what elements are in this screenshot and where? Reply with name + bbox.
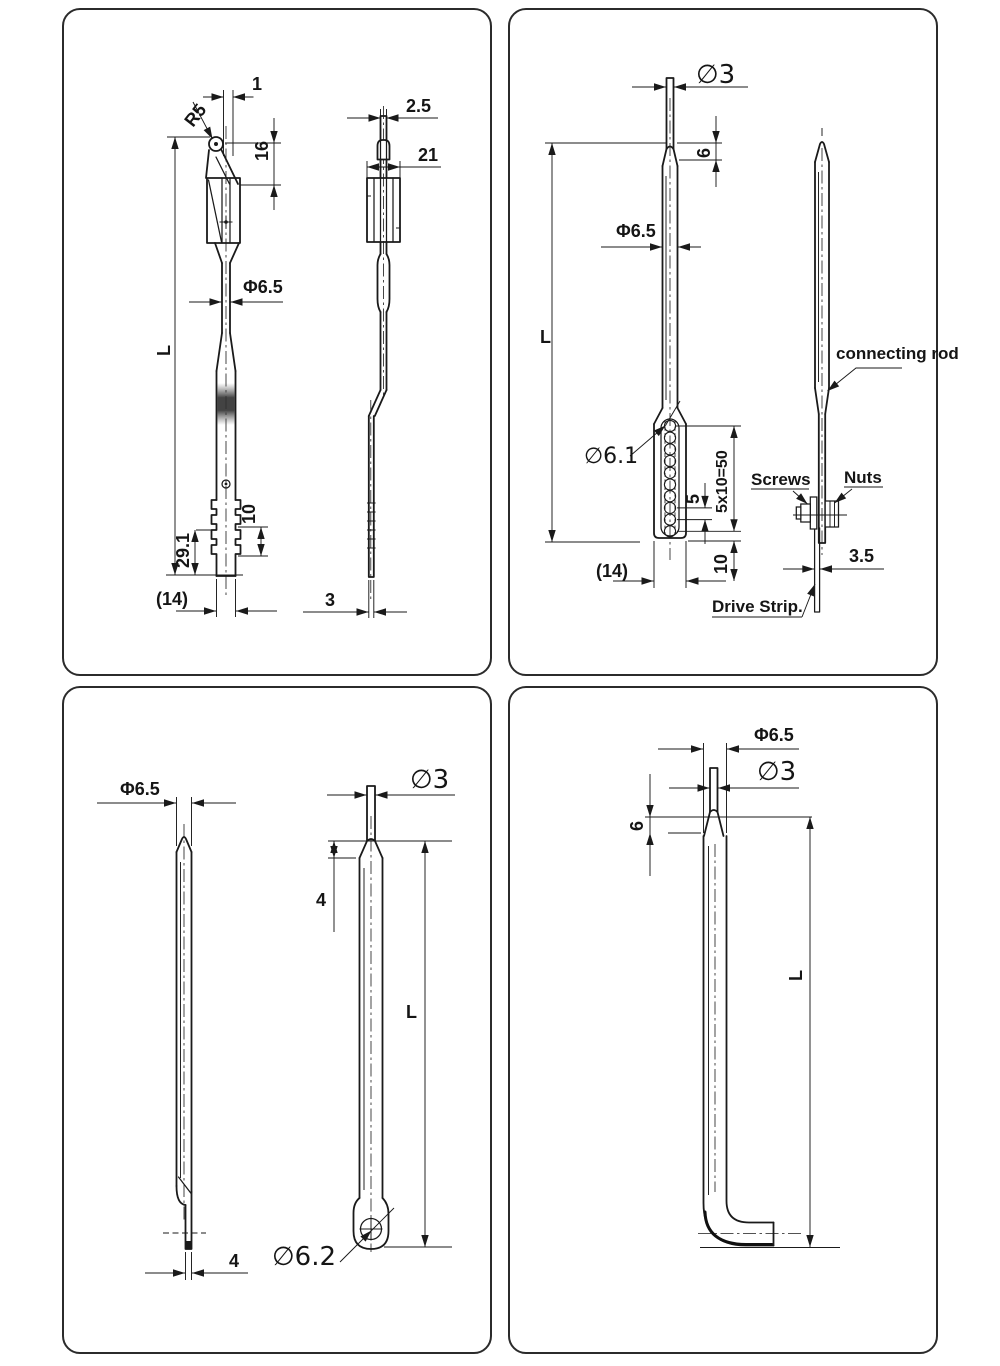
screw-head bbox=[801, 504, 811, 522]
panel-border bbox=[509, 9, 937, 675]
dim-label: 10 bbox=[711, 553, 731, 574]
callout-label: Drive Strip. bbox=[712, 597, 803, 616]
callout-label: Nuts bbox=[844, 468, 882, 487]
panel-eyelet-rod bbox=[63, 687, 491, 1353]
dim-label: 10 bbox=[239, 503, 259, 524]
dim-label: L bbox=[786, 970, 806, 981]
dim-label: L bbox=[154, 345, 174, 356]
dim-label: 29.1 bbox=[173, 532, 193, 568]
dim-label: 4 bbox=[229, 1251, 240, 1271]
dim-label: L bbox=[540, 327, 551, 347]
panel-slotted-rod bbox=[509, 9, 959, 675]
dim-label: 5x10=50 bbox=[714, 450, 731, 513]
dim-label: 1 bbox=[251, 74, 263, 94]
screw-washer bbox=[810, 497, 817, 529]
dim-label: 6 bbox=[627, 820, 647, 831]
dim-label: Φ6.5 bbox=[120, 779, 160, 799]
dim-label: 3 bbox=[325, 590, 336, 610]
panel-latch-hook-rod bbox=[63, 9, 491, 675]
dim-label: Φ6.5 bbox=[616, 221, 656, 241]
dim-label: ∅3 bbox=[757, 757, 797, 787]
shaded-band bbox=[218, 383, 235, 425]
dim-label: ∅6.2 bbox=[272, 1242, 336, 1272]
knob bbox=[378, 140, 390, 160]
dim-label: (14) bbox=[596, 561, 629, 581]
tab-tip bbox=[186, 1241, 191, 1249]
dim-label: 21 bbox=[418, 145, 439, 165]
callout-label: Screws bbox=[751, 470, 811, 489]
nut-body bbox=[825, 501, 838, 527]
screw-tip bbox=[796, 507, 801, 519]
dim-label: ∅3 bbox=[410, 765, 450, 795]
panel-l-bend-rod bbox=[509, 687, 937, 1353]
dim-label: 2.5 bbox=[406, 96, 432, 116]
dim-label: 16 bbox=[252, 140, 272, 161]
panel-border bbox=[509, 687, 937, 1353]
dim-label: Φ6.5 bbox=[754, 725, 794, 745]
dim-label: ∅3 bbox=[696, 60, 736, 90]
dim-label: Φ6.5 bbox=[243, 277, 283, 297]
dim-label: L bbox=[406, 1002, 417, 1022]
callout-label: connecting rod bbox=[836, 344, 959, 363]
dim-label: ∅6.1 bbox=[584, 444, 639, 469]
dim-label: 5 bbox=[683, 493, 703, 504]
dim-label: 3.5 bbox=[849, 546, 875, 566]
block-center-dot bbox=[224, 220, 228, 224]
dim-label: 4 bbox=[316, 890, 327, 910]
dim-label: 6 bbox=[694, 147, 714, 158]
dim-label: R5 bbox=[180, 100, 211, 131]
dim-label: (14) bbox=[156, 589, 189, 609]
pivot-dot bbox=[214, 142, 218, 146]
